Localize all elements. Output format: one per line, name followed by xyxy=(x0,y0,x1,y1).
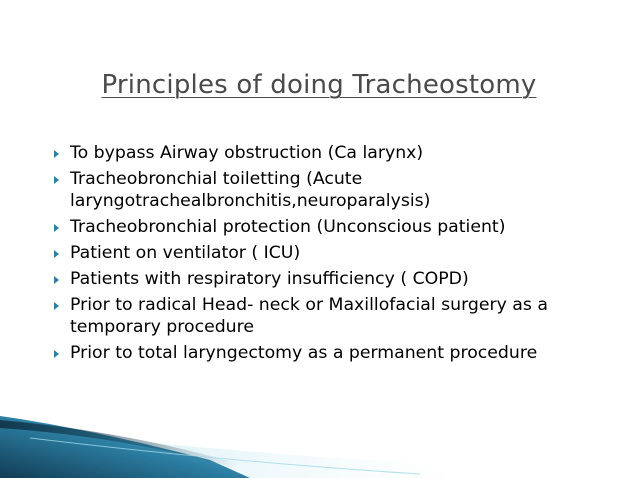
bullet-list xyxy=(53,142,613,368)
bullet-text: Prior to radical Head- neck or Maxillofacial surgery as a temporary procedure xyxy=(70,295,548,337)
list-item xyxy=(53,268,613,290)
bullet-text: Patients with respiratory insufficiency ( COPD) xyxy=(70,269,469,289)
bullet-text: Prior to total laryngectomy as a permanent procedure xyxy=(70,343,538,363)
triangle-bullet-icon xyxy=(54,250,59,258)
triangle-bullet-icon xyxy=(54,350,59,358)
triangle-bullet-icon xyxy=(54,224,59,232)
list-item xyxy=(53,242,613,264)
list-item xyxy=(53,216,613,238)
bullet-text: Patient on ventilator ( ICU) xyxy=(70,243,301,263)
triangle-bullet-icon xyxy=(54,176,59,184)
triangle-bullet-icon xyxy=(54,150,59,158)
decorative-corner-graphic xyxy=(0,358,638,478)
list-item xyxy=(53,342,613,364)
slide-title: Principles of doing Tracheostomy xyxy=(101,70,537,100)
triangle-bullet-icon xyxy=(54,276,59,284)
list-item xyxy=(53,168,613,212)
list-item xyxy=(53,294,613,338)
list-item xyxy=(53,142,613,164)
triangle-bullet-icon xyxy=(54,302,59,310)
bullet-text: Tracheobronchial toiletting (Acute laryngotrachealbronchitis,neuroparalysis) xyxy=(70,169,431,211)
bullet-text: Tracheobronchial protection (Unconscious patient) xyxy=(70,217,506,237)
bullet-text: To bypass Airway obstruction (Ca larynx) xyxy=(70,143,424,163)
